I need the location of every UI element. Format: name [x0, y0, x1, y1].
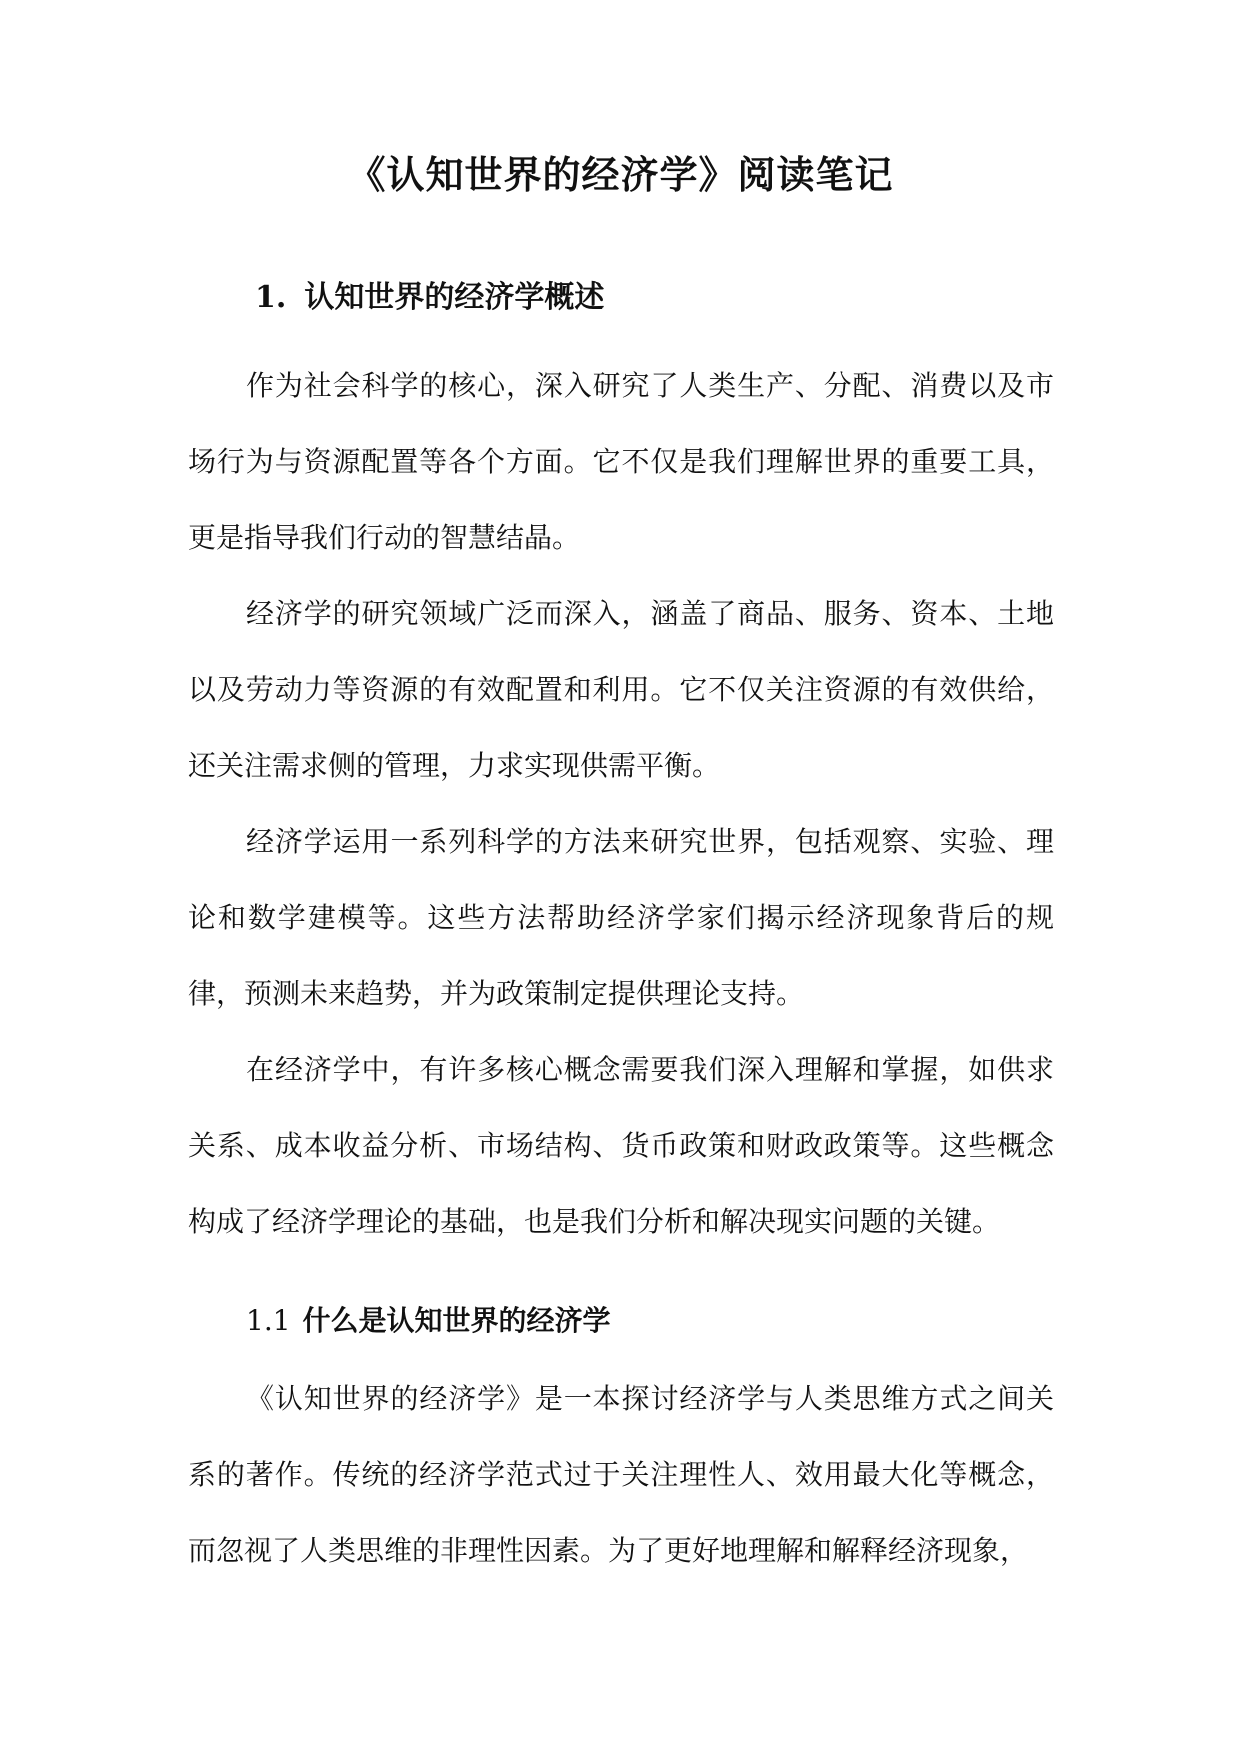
- subsection-heading-1-1: [246, 1300, 611, 1342]
- paragraph: 作为社会科学的核心，深入研究了人类生产、分配、消费以及市场行为与资源配置等各个方面。它不仅是我们理解世界的重要工具，更是指导我们行动的智慧结晶。: [188, 369, 1054, 554]
- subsection-heading-text: 什么是认知世界的经济学: [302, 1304, 611, 1337]
- section-heading-text: 认知世界的经济学概述: [304, 280, 605, 315]
- document-title: 《认知世界的经济学》阅读笔记: [347, 152, 894, 197]
- paragraph: 经济学的研究领域广泛而深入，涵盖了商品、服务、资本、土地以及劳动力等资源的有效配置和利用。它不仅关注资源的有效供给，还关注需求侧的管理，力求实现供需平衡。: [188, 597, 1054, 782]
- section-heading-1: [255, 276, 604, 320]
- paragraph: 经济学运用一系列科学的方法来研究世界，包括观察、实验、理论和数学建模等。这些方法帮助经济学家们揭示经济现象背后的规律，预测未来趋势，并为政策制定提供理论支持。: [188, 825, 1054, 1010]
- paragraph: 《认知世界的经济学》是一本探讨经济学与人类思维方式之间关系的著作。传统的经济学范式过于关注理性人、效用最大化等概念，而忽视了人类思维的非理性因素。为了更好地理解和解释经济现象，: [188, 1382, 1054, 1567]
- paragraph: 在经济学中，有许多核心概念需要我们深入理解和掌握，如供求关系、成本收益分析、市场结构、货币政策和财政政策等。这些概念构成了经济学理论的基础，也是我们分析和解决现实问题的关键。: [188, 1053, 1054, 1238]
- section-number: 1.: [255, 280, 287, 315]
- subsection-number: 1.1: [246, 1304, 291, 1337]
